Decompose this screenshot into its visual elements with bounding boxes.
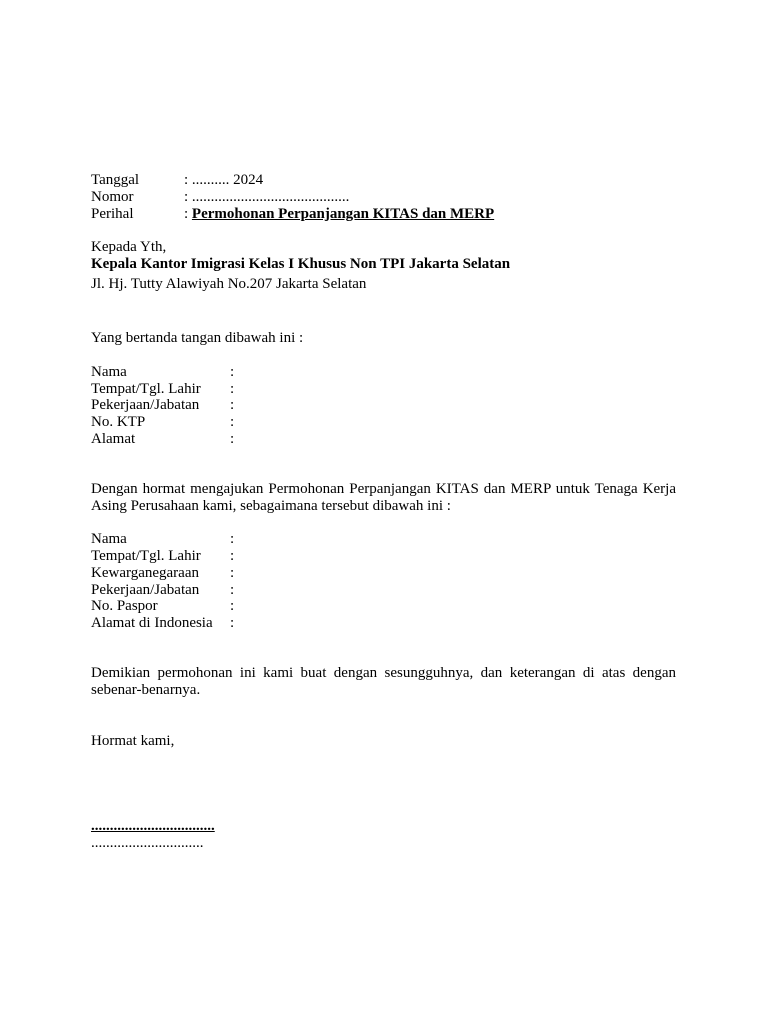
tanggal-label: Tanggal bbox=[91, 172, 140, 188]
field-label: Alamat bbox=[91, 431, 136, 447]
tanggal-value: : .......... 2024 bbox=[184, 172, 264, 188]
perihal-subject: Permohonan Perpanjangan KITAS dan MERP bbox=[191, 206, 495, 222]
field-colon: : bbox=[230, 548, 235, 564]
signoff-text: Hormat kami, bbox=[91, 733, 175, 749]
nomor-value: : .......................................... bbox=[184, 189, 350, 205]
field-label: No. Paspor bbox=[91, 598, 158, 614]
perihal-value-wrap bbox=[184, 206, 494, 223]
field-colon: : bbox=[230, 397, 235, 413]
recipient-address: Jl. Hj. Tutty Alawiyah No.207 Jakarta Selatan bbox=[91, 276, 367, 292]
field-colon: : bbox=[230, 598, 235, 614]
field-colon: : bbox=[230, 364, 235, 380]
field-colon: : bbox=[230, 531, 235, 547]
field-label: Tempat/Tgl. Lahir bbox=[91, 548, 201, 564]
signature-title-line: .............................. bbox=[91, 835, 204, 851]
field-colon: : bbox=[230, 582, 235, 598]
perihal-colon: : bbox=[184, 206, 192, 222]
field-label: No. KTP bbox=[91, 414, 146, 430]
recipient-office: Kepala Kantor Imigrasi Kelas I Khusus Non TPI Jakarta Selatan bbox=[91, 256, 511, 272]
field-colon: : bbox=[230, 431, 235, 447]
field-label: Alamat di Indonesia bbox=[91, 615, 213, 631]
field-colon: : bbox=[230, 565, 235, 581]
field-label: Kewarganegaraan bbox=[91, 565, 199, 581]
field-label: Pekerjaan/Jabatan bbox=[91, 582, 200, 598]
field-label: Pekerjaan/Jabatan bbox=[91, 397, 200, 413]
perihal-label: Perihal bbox=[91, 206, 134, 222]
field-colon: : bbox=[230, 414, 235, 430]
field-label: Nama bbox=[91, 364, 127, 380]
field-colon: : bbox=[230, 615, 235, 631]
field-label: Nama bbox=[91, 531, 127, 547]
recipient-greeting: Kepada Yth, bbox=[91, 239, 167, 255]
nomor-label: Nomor bbox=[91, 189, 134, 205]
request-paragraph: Dengan hormat mengajukan Permohonan Perpanjangan KITAS dan MERP untuk Tenaga Kerja Asing Perusahaan kami, sebagaimana tersebut dibawah ini : bbox=[91, 481, 676, 514]
intro-text: Yang bertanda tangan dibawah ini : bbox=[91, 330, 304, 346]
closing-paragraph: Demikian permohonan ini kami buat dengan sesungguhnya, dan keterangan di atas dengan sebenar-benarnya. bbox=[91, 665, 676, 698]
field-label: Tempat/Tgl. Lahir bbox=[91, 381, 201, 397]
field-colon: : bbox=[230, 381, 235, 397]
signature-name-line: ................................. bbox=[91, 818, 215, 834]
